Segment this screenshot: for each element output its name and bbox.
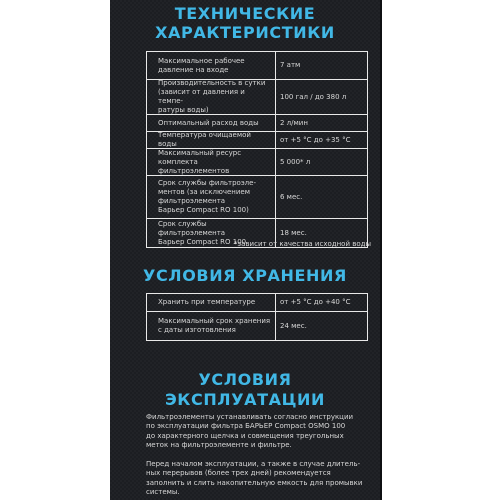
spec-label: Максимальный ресурс комплекта фильтроэлементов [146, 149, 276, 175]
specs-heading-line2: ХАРАКТЕРИСТИКИ [155, 23, 335, 42]
spec-label: Температура очищаемой воды [146, 132, 276, 148]
storage-value: от +5 °С до +40 °С [276, 294, 368, 311]
operation-heading-line1: УСЛОВИЯ [198, 370, 292, 389]
spec-label: Срок службы фильтроэле- ментов (за исключением фильтроэлемента Барьер Compact RO 100) [146, 176, 276, 218]
table-row [146, 312, 368, 341]
specs-heading [110, 4, 380, 42]
spec-label: Оптимальный расход воды [146, 115, 276, 131]
storage-table [146, 293, 368, 341]
packaging-panel [110, 0, 382, 500]
spec-value: 18 мес. [276, 219, 368, 247]
spec-label: Производительность в сутки (зависит от давления и темпе- ратуры воды) [146, 80, 276, 114]
table-row [146, 176, 368, 219]
storage-heading: УСЛОВИЯ ХРАНЕНИЯ [143, 266, 347, 285]
spec-label: Срок службы фильтроэлемента Барьер Compact RO 100 [146, 219, 276, 247]
table-row [146, 132, 368, 149]
table-row [146, 149, 368, 176]
specs-footnote: *зависит от качества исходной воды [233, 240, 371, 248]
storage-value: 24 мес. [276, 312, 368, 340]
table-row [146, 294, 368, 312]
spec-value: 5 000* л [276, 149, 368, 175]
spec-value: 7 атм [276, 52, 368, 79]
right-page-margin [382, 0, 500, 500]
table-row [146, 52, 368, 80]
storage-label: Хранить при температуре [146, 294, 276, 311]
operation-paragraph-2: Перед началом эксплуатации, а также в случае длитель- ных перерывов (более трех дней) рекомендуется заполнить и слить накопительную емкость для промывки системы. [146, 460, 363, 497]
table-row [146, 115, 368, 132]
spec-value: 6 мес. [276, 176, 368, 218]
storage-label: Максимальный срок хранения с даты изготовления [146, 312, 276, 340]
spec-value: 100 гал / до 380 л [276, 80, 368, 114]
left-page-margin [0, 0, 110, 500]
spec-value: 2 л/мин [276, 115, 368, 131]
table-row [146, 80, 368, 115]
operation-heading-line2: ЭКСПЛУАТАЦИИ [164, 390, 326, 409]
spec-label: Максимальное рабочее давление на входе [146, 52, 276, 79]
specs-table [146, 51, 368, 248]
spec-value: от +5 °С до +35 °С [276, 132, 368, 148]
specs-heading-line1: ТЕХНИЧЕСКИЕ [174, 4, 316, 23]
operation-heading [110, 370, 380, 410]
operation-paragraph-1: Фильтроэлементы устанавливать согласно инструкции по эксплуатации фильтра БАРЬЕР Compact OSMO 100 до характерного щелчка и совмещения треугольных меток на фильтроэлементе и фильтре. [146, 413, 354, 450]
